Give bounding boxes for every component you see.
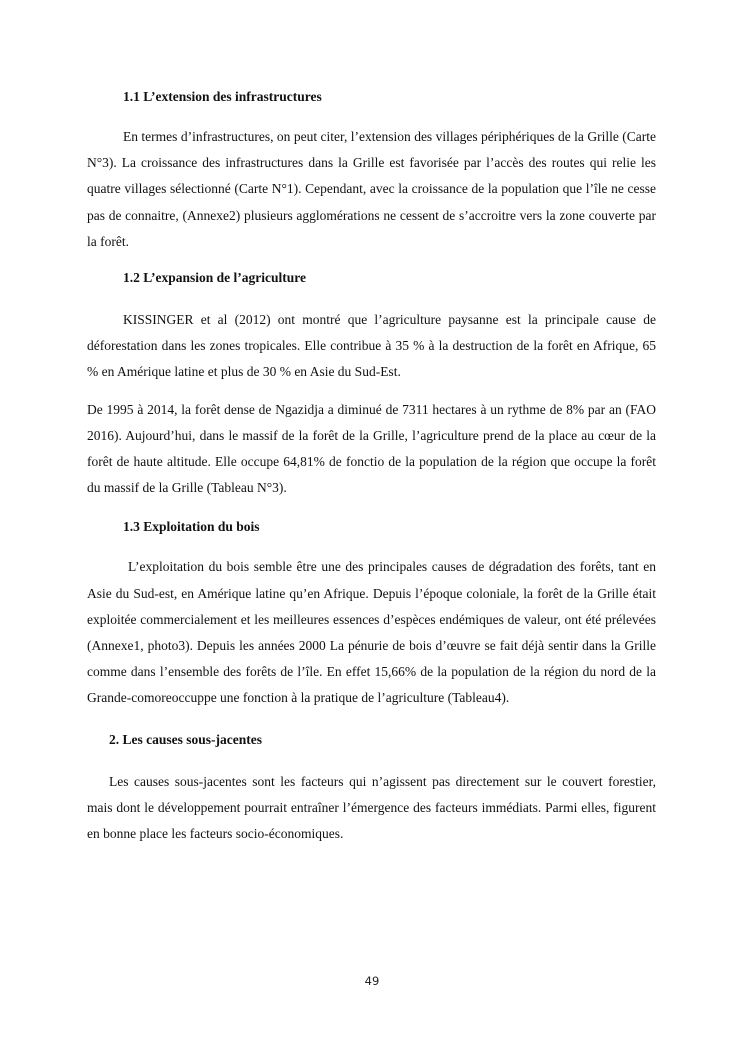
page-number: 49: [364, 974, 380, 988]
section-heading-2: 2. Les causes sous-jacentes: [109, 731, 262, 747]
paragraph-causes-sous-jacentes: Les causes sous-jacentes sont les facteurs qui n’agissent pas directement sur le couvert forestier, mais dont le développement pourrait entraîner l’émergence des facteurs immédiats. Parmi elles, figurent en bonne place les facteurs socio-économiques.: [87, 773, 656, 842]
page-content: [87, 87, 656, 847]
paragraph-exploitation-bois: L’exploitation du bois semble être une des principales causes de dégradation des forêts, tant en Asie du Sud-est, en Amérique latine qu’en Afrique. Depuis l’époque coloniale, la forêt de la Grille était exploitée commercialement et les meilleures essences d’espèces endémiques de valeur, ont été prélevées (Annexe1, photo3). Depuis les années 2000 La pénurie de bois d’œuvre se fait déjà sentir dans la Grille comme dans l’ensemble des forêts de l’île. En effet 15,66% de la population de la région du nord de la Grande-comoreoccuppe une fonction à la pratique de l’agriculture (Tableau4).: [87, 559, 656, 706]
paragraph-infrastructures: En termes d’infrastructures, on peut citer, l’extension des villages périphériques de la Grille (Carte N°3). La croissance des infrastructures dans la Grille est favorisée par l’accès des routes qui relie les quatre villages sélectionné (Carte N°1). Cependant, avec la croissance de la population que l’île ne cesse pas de connaitre, (Annexe2) plusieurs agglomérations ne cessent de s’accroitre vers la zone couverte par la forêt.: [87, 129, 656, 249]
section-heading-1-3: 1.3 Exploitation du bois: [123, 519, 260, 535]
paragraph-agriculture-ngazidja: De 1995 à 2014, la forêt dense de Ngazidja a diminué de 7311 hectares à un rythme de 8% par an (FAO 2016). Aujourd’hui, dans le massif de la forêt de la Grille, l’agriculture prend de la place au cœur de la forêt de haute altitude. Elle occupe 64,81% de fonctio de la population de la région que occupe la forêt du massif de la Grille (Tableau N°3).: [87, 401, 656, 496]
section-heading-1-2: 1.2 L’expansion de l’agriculture: [123, 270, 307, 286]
paragraph-agriculture-kissinger: KISSINGER et al (2012) ont montré que l’agriculture paysanne est la principale cause de déforestation dans les zones tropicales. Elle contribue à 35 % à la destruction de la forêt en Afrique, 65 % en Amérique latine et plus de 30 % en Asie du Sud-Est.: [87, 312, 656, 380]
section-heading-1-1: 1.1 L’extension des infrastructures: [123, 89, 322, 104]
